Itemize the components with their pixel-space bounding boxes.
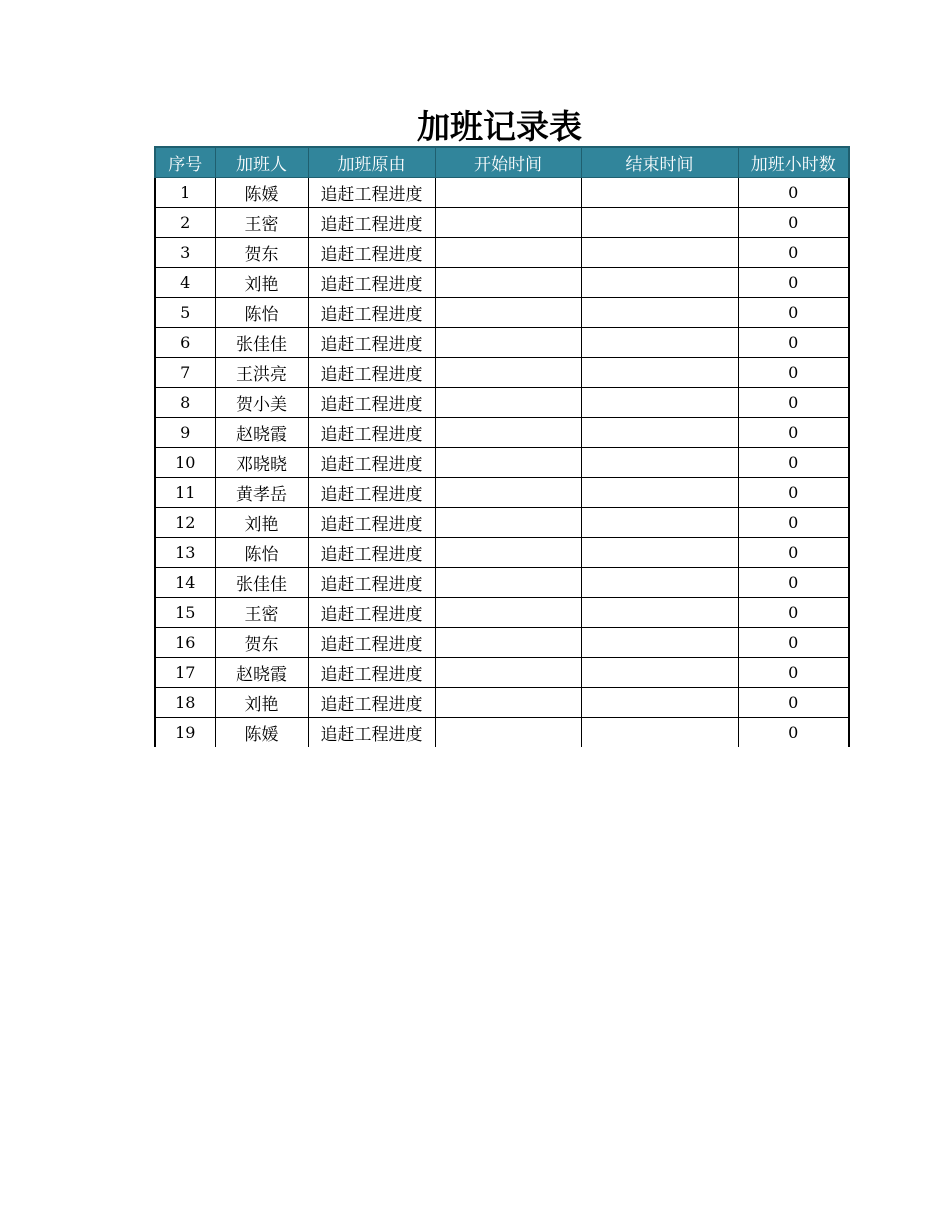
table-row (155, 538, 849, 568)
table-row (155, 238, 849, 268)
cell-reason[interactable]: 追赶工程进度 (308, 598, 435, 628)
cell-start-time[interactable] (435, 538, 581, 568)
cell-reason[interactable]: 追赶工程进度 (308, 418, 435, 448)
table-row (155, 388, 849, 418)
cell-seq[interactable]: 15 (155, 598, 215, 628)
cell-person[interactable]: 赵晓霞 (215, 658, 308, 688)
cell-hours[interactable]: 0 (738, 298, 849, 328)
cell-reason[interactable]: 追赶工程进度 (308, 238, 435, 268)
cell-start-time[interactable] (435, 268, 581, 298)
cell-start-time[interactable] (435, 448, 581, 478)
cell-end-time[interactable] (581, 328, 738, 358)
cell-end-time[interactable] (581, 418, 738, 448)
cell-hours[interactable]: 0 (738, 268, 849, 298)
cell-end-time[interactable] (581, 508, 738, 538)
cell-reason[interactable]: 追赶工程进度 (308, 538, 435, 568)
cell-start-time[interactable] (435, 568, 581, 598)
cell-end-time[interactable] (581, 538, 738, 568)
cell-seq[interactable]: 16 (155, 628, 215, 658)
table-row (155, 568, 849, 598)
cell-start-time[interactable] (435, 598, 581, 628)
cell-hours[interactable]: 0 (738, 538, 849, 568)
cell-start-time[interactable] (435, 508, 581, 538)
table-row (155, 268, 849, 298)
table-row (155, 418, 849, 448)
cell-person[interactable]: 贺小美 (215, 388, 308, 418)
cell-reason[interactable]: 追赶工程进度 (308, 178, 435, 208)
cell-end-time[interactable] (581, 178, 738, 208)
cell-person[interactable]: 刘艳 (215, 508, 308, 538)
cell-end-time[interactable] (581, 478, 738, 508)
cell-hours[interactable]: 0 (738, 688, 849, 718)
cell-end-time[interactable] (581, 358, 738, 388)
cell-hours[interactable]: 0 (738, 478, 849, 508)
table-row (155, 178, 849, 208)
cell-person[interactable]: 陈怡 (215, 538, 308, 568)
cell-start-time[interactable] (435, 328, 581, 358)
cell-seq[interactable]: 10 (155, 448, 215, 478)
cell-reason[interactable]: 追赶工程进度 (308, 388, 435, 418)
table-row (155, 508, 849, 538)
cell-seq[interactable]: 11 (155, 478, 215, 508)
cell-end-time[interactable] (581, 658, 738, 688)
cell-person[interactable]: 陈媛 (215, 178, 308, 208)
cell-start-time[interactable] (435, 628, 581, 658)
cell-hours[interactable]: 0 (738, 598, 849, 628)
cell-reason[interactable]: 追赶工程进度 (308, 628, 435, 658)
overtime-table (154, 146, 850, 747)
cell-person[interactable]: 张佳佳 (215, 568, 308, 598)
cell-reason[interactable]: 追赶工程进度 (308, 448, 435, 478)
cell-reason[interactable]: 追赶工程进度 (308, 688, 435, 718)
cell-end-time[interactable] (581, 628, 738, 658)
cell-person[interactable]: 刘艳 (215, 268, 308, 298)
header-person: 加班人 (215, 147, 308, 178)
table-row (155, 328, 849, 358)
cell-seq[interactable]: 2 (155, 208, 215, 238)
cell-start-time[interactable] (435, 178, 581, 208)
cell-person[interactable]: 陈怡 (215, 298, 308, 328)
cell-hours[interactable]: 0 (738, 448, 849, 478)
cell-seq[interactable]: 6 (155, 328, 215, 358)
cell-seq[interactable]: 13 (155, 538, 215, 568)
cell-hours[interactable]: 0 (738, 328, 849, 358)
cell-hours[interactable]: 0 (738, 208, 849, 238)
cell-start-time[interactable] (435, 418, 581, 448)
cell-seq[interactable]: 7 (155, 358, 215, 388)
cell-hours[interactable]: 0 (738, 568, 849, 598)
table-row (155, 208, 849, 238)
cell-person[interactable]: 张佳佳 (215, 328, 308, 358)
cell-person[interactable]: 贺东 (215, 628, 308, 658)
cell-person[interactable]: 贺东 (215, 238, 308, 268)
cell-start-time[interactable] (435, 298, 581, 328)
cell-person[interactable]: 邓晓晓 (215, 448, 308, 478)
header-start-time: 开始时间 (435, 147, 581, 178)
cell-end-time[interactable] (581, 718, 738, 748)
cell-person[interactable]: 赵晓霞 (215, 418, 308, 448)
cell-start-time[interactable] (435, 238, 581, 268)
cell-reason[interactable]: 追赶工程进度 (308, 358, 435, 388)
cell-start-time[interactable] (435, 478, 581, 508)
header-reason: 加班原由 (308, 147, 435, 178)
header-seq: 序号 (155, 147, 215, 178)
cell-reason[interactable]: 追赶工程进度 (308, 298, 435, 328)
cell-reason[interactable]: 追赶工程进度 (308, 208, 435, 238)
cell-start-time[interactable] (435, 688, 581, 718)
cell-start-time[interactable] (435, 718, 581, 748)
cell-person[interactable]: 王密 (215, 598, 308, 628)
cell-end-time[interactable] (581, 238, 738, 268)
table-row (155, 658, 849, 688)
cell-hours[interactable]: 0 (738, 238, 849, 268)
cell-person[interactable]: 刘艳 (215, 688, 308, 718)
cell-reason[interactable]: 追赶工程进度 (308, 268, 435, 298)
table-row (155, 598, 849, 628)
cell-person[interactable]: 王洪亮 (215, 358, 308, 388)
cell-end-time[interactable] (581, 388, 738, 418)
cell-reason[interactable]: 追赶工程进度 (308, 658, 435, 688)
table-row (155, 448, 849, 478)
cell-hours[interactable]: 0 (738, 358, 849, 388)
cell-hours[interactable]: 0 (738, 178, 849, 208)
cell-seq[interactable]: 1 (155, 178, 215, 208)
cell-end-time[interactable] (581, 688, 738, 718)
table-row (155, 358, 849, 388)
cell-hours[interactable]: 0 (738, 718, 849, 748)
cell-seq[interactable]: 14 (155, 568, 215, 598)
cell-reason[interactable]: 追赶工程进度 (308, 568, 435, 598)
table-row (155, 718, 849, 748)
cell-end-time[interactable] (581, 298, 738, 328)
cell-seq[interactable]: 12 (155, 508, 215, 538)
cell-person[interactable]: 黄孝岳 (215, 478, 308, 508)
cell-reason[interactable]: 追赶工程进度 (308, 718, 435, 748)
cell-seq[interactable]: 3 (155, 238, 215, 268)
header-row (155, 147, 849, 178)
table-row (155, 478, 849, 508)
cell-hours[interactable]: 0 (738, 658, 849, 688)
cell-seq[interactable]: 5 (155, 298, 215, 328)
cell-start-time[interactable] (435, 658, 581, 688)
cell-hours[interactable]: 0 (738, 388, 849, 418)
table-row (155, 628, 849, 658)
cell-seq[interactable]: 9 (155, 418, 215, 448)
cell-start-time[interactable] (435, 358, 581, 388)
cell-end-time[interactable] (581, 568, 738, 598)
table-body (155, 178, 849, 748)
cell-person[interactable]: 陈媛 (215, 718, 308, 748)
cell-end-time[interactable] (581, 598, 738, 628)
cell-start-time[interactable] (435, 208, 581, 238)
cell-end-time[interactable] (581, 208, 738, 238)
cell-start-time[interactable] (435, 388, 581, 418)
sheet-title: 加班记录表 (417, 107, 582, 146)
cell-seq[interactable]: 8 (155, 388, 215, 418)
cell-seq[interactable]: 19 (155, 718, 215, 748)
table-row (155, 298, 849, 328)
cell-hours[interactable]: 0 (738, 418, 849, 448)
cell-person[interactable]: 王密 (215, 208, 308, 238)
table-row (155, 688, 849, 718)
cell-end-time[interactable] (581, 268, 738, 298)
cell-reason[interactable]: 追赶工程进度 (308, 328, 435, 358)
cell-seq[interactable]: 17 (155, 658, 215, 688)
header-hours: 加班小时数 (738, 147, 849, 178)
cell-hours[interactable]: 0 (738, 628, 849, 658)
cell-seq[interactable]: 18 (155, 688, 215, 718)
cell-end-time[interactable] (581, 448, 738, 478)
header-end-time: 结束时间 (581, 147, 738, 178)
cell-reason[interactable]: 追赶工程进度 (308, 478, 435, 508)
cell-hours[interactable]: 0 (738, 508, 849, 538)
cell-reason[interactable]: 追赶工程进度 (308, 508, 435, 538)
cell-seq[interactable]: 4 (155, 268, 215, 298)
